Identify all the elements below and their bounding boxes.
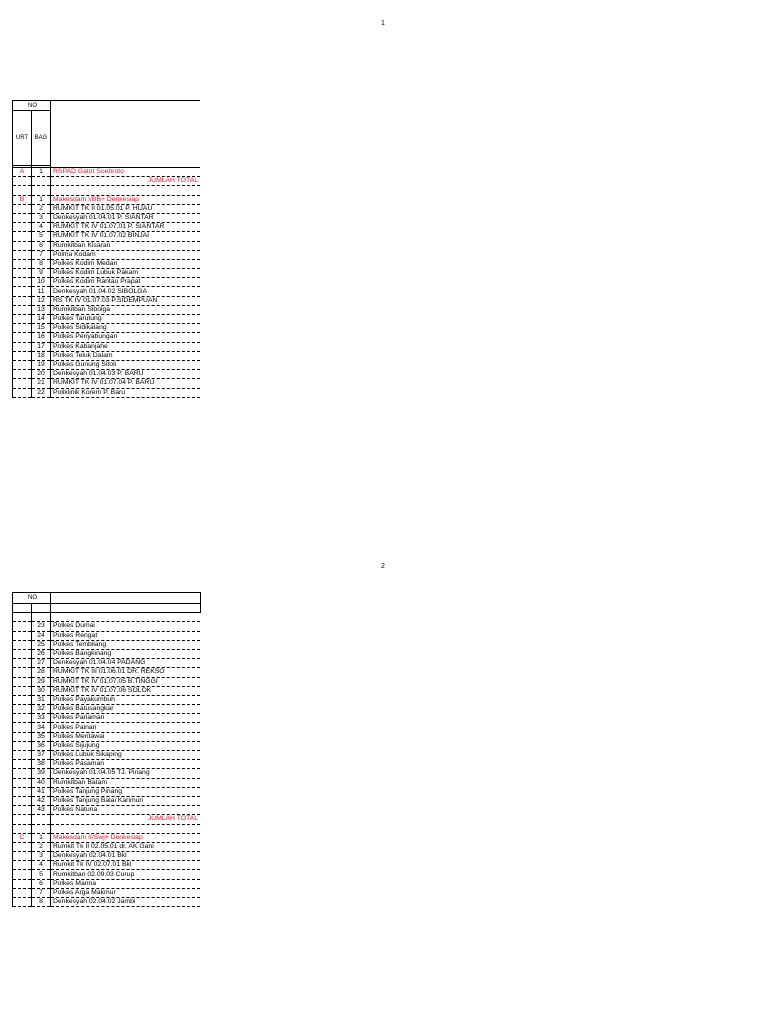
row-name: RUMKIT TK IV 01.07.01 P. SIANTAR bbox=[51, 223, 201, 232]
row-bag: 12 bbox=[32, 296, 51, 305]
row-urt bbox=[13, 223, 32, 232]
table-row bbox=[13, 370, 201, 379]
row-bag: 43 bbox=[32, 806, 51, 815]
table-row bbox=[13, 824, 201, 833]
row-urt bbox=[13, 668, 32, 677]
header-name-blank bbox=[51, 604, 201, 613]
row-name bbox=[51, 824, 201, 833]
row-bag bbox=[32, 613, 51, 622]
row-name: Denkesyah 01.04.03 P. BARU bbox=[51, 370, 201, 379]
row-bag: 7 bbox=[32, 888, 51, 897]
row-urt bbox=[13, 613, 32, 622]
header-no: NO bbox=[13, 101, 51, 111]
row-bag: 13 bbox=[32, 305, 51, 314]
table-row bbox=[13, 686, 201, 695]
table-row bbox=[13, 223, 201, 232]
row-urt bbox=[13, 806, 32, 815]
table-row bbox=[13, 723, 201, 732]
row-bag: 4 bbox=[32, 223, 51, 232]
row-urt bbox=[13, 241, 32, 250]
row-urt: C bbox=[13, 833, 32, 842]
row-bag: 8 bbox=[32, 259, 51, 268]
row-urt bbox=[13, 204, 32, 213]
table-row bbox=[13, 760, 201, 769]
row-name bbox=[51, 186, 201, 195]
row-urt bbox=[13, 815, 32, 824]
row-urt bbox=[13, 631, 32, 640]
row-urt bbox=[13, 269, 32, 278]
row-urt bbox=[13, 769, 32, 778]
table-row bbox=[13, 815, 201, 824]
row-urt bbox=[13, 305, 32, 314]
row-name: Rumkit Tk IV 02.07.01 Bkl bbox=[51, 861, 201, 870]
row-name: Polkes Kodim Lubuk Pakam bbox=[51, 269, 201, 278]
row-urt bbox=[13, 259, 32, 268]
row-bag: 29 bbox=[32, 677, 51, 686]
row-urt bbox=[13, 177, 32, 186]
row-bag: 37 bbox=[32, 751, 51, 760]
table-row bbox=[13, 379, 201, 388]
row-urt bbox=[13, 232, 32, 241]
page-number-1: 1 bbox=[381, 20, 385, 27]
row-bag: 30 bbox=[32, 686, 51, 695]
table-row bbox=[13, 324, 201, 333]
row-name: Makesdam I/BB+ Denkesiap bbox=[51, 195, 201, 204]
table-row bbox=[13, 806, 201, 815]
header-bag: BAG bbox=[32, 111, 51, 166]
table-row bbox=[13, 732, 201, 741]
row-name: Polkes Kodim Medan bbox=[51, 259, 201, 268]
row-bag bbox=[32, 186, 51, 195]
row-name: Rumkitban Sibolga bbox=[51, 305, 201, 314]
row-urt: B bbox=[13, 195, 32, 204]
row-urt bbox=[13, 677, 32, 686]
row-name: Rumkitban 02.09.03 Curup bbox=[51, 870, 201, 879]
row-name: Polkes Payakumbuh bbox=[51, 695, 201, 704]
table-row bbox=[13, 796, 201, 805]
row-urt bbox=[13, 388, 32, 397]
table-row bbox=[13, 852, 201, 861]
table-row bbox=[13, 842, 201, 851]
row-urt bbox=[13, 723, 32, 732]
row-bag bbox=[32, 815, 51, 824]
row-name: RUMKIT TK II 01.05.01 P. HIJAU bbox=[51, 204, 201, 213]
row-name bbox=[51, 613, 201, 622]
row-urt bbox=[13, 879, 32, 888]
row-urt bbox=[13, 649, 32, 658]
page-number-2: 2 bbox=[381, 563, 385, 570]
row-name: RSPAD Gatot Soebroto bbox=[51, 168, 201, 177]
row-name: JUMLAH TOTAL bbox=[51, 815, 201, 824]
row-urt bbox=[13, 622, 32, 631]
table-row bbox=[13, 195, 201, 204]
row-urt bbox=[13, 842, 32, 851]
row-urt bbox=[13, 870, 32, 879]
table-row bbox=[13, 778, 201, 787]
row-urt bbox=[13, 852, 32, 861]
row-bag: 15 bbox=[32, 324, 51, 333]
row-urt bbox=[13, 705, 32, 714]
table-row bbox=[13, 631, 201, 640]
table-row bbox=[13, 870, 201, 879]
row-bag: 8 bbox=[32, 898, 51, 907]
unit-table-page-1 bbox=[12, 100, 200, 398]
row-urt bbox=[13, 861, 32, 870]
row-urt bbox=[13, 695, 32, 704]
row-name: Polkes Teluk Dalam bbox=[51, 351, 201, 360]
row-name: RUMKIT TK IV 01.07.04 P. BARU bbox=[51, 379, 201, 388]
row-name: Polma Kodam bbox=[51, 250, 201, 259]
table-row bbox=[13, 287, 201, 296]
table-row bbox=[13, 695, 201, 704]
row-bag: 25 bbox=[32, 640, 51, 649]
unit-table-page-2 bbox=[12, 592, 201, 907]
row-bag: 34 bbox=[32, 723, 51, 732]
table-row bbox=[13, 613, 201, 622]
table-row bbox=[13, 677, 201, 686]
row-bag: 38 bbox=[32, 760, 51, 769]
row-name: Polkes Painan bbox=[51, 723, 201, 732]
row-name: Rumkitban Batam bbox=[51, 778, 201, 787]
table-row bbox=[13, 888, 201, 897]
table-row bbox=[13, 659, 201, 668]
row-urt bbox=[13, 898, 32, 907]
row-bag: 1 bbox=[32, 168, 51, 177]
table-row bbox=[13, 714, 201, 723]
row-bag: 14 bbox=[32, 315, 51, 324]
row-urt bbox=[13, 333, 32, 342]
row-bag: 6 bbox=[32, 879, 51, 888]
table-row bbox=[13, 388, 201, 397]
row-bag: 22 bbox=[32, 388, 51, 397]
table-row bbox=[13, 305, 201, 314]
table-row bbox=[13, 186, 201, 195]
table-row bbox=[13, 351, 201, 360]
header-urt: URT bbox=[13, 111, 32, 166]
row-name: Polkes Sidikalang bbox=[51, 324, 201, 333]
row-bag: 39 bbox=[32, 769, 51, 778]
table-row bbox=[13, 833, 201, 842]
table-row bbox=[13, 769, 201, 778]
table-row bbox=[13, 232, 201, 241]
row-bag: 10 bbox=[32, 278, 51, 287]
row-urt bbox=[13, 250, 32, 259]
row-urt bbox=[13, 888, 32, 897]
row-name: Polkes Mentawai bbox=[51, 732, 201, 741]
row-name: Polkes Rengat bbox=[51, 631, 201, 640]
table-row bbox=[13, 705, 201, 714]
table-row bbox=[13, 278, 201, 287]
row-name: Denkesyah 01.04.04 PADANG bbox=[51, 659, 201, 668]
table-row bbox=[13, 342, 201, 351]
header-name-blank bbox=[51, 593, 201, 604]
header-bag bbox=[32, 604, 51, 613]
row-name: JUMLAH TOTAL bbox=[51, 177, 201, 186]
table-row bbox=[13, 177, 201, 186]
row-name: Polkes Tanjung Balai Karimun bbox=[51, 796, 201, 805]
row-bag: 41 bbox=[32, 787, 51, 796]
row-urt bbox=[13, 186, 32, 195]
row-urt bbox=[13, 659, 32, 668]
row-name: Denkesyah 02.04.02 Jambi bbox=[51, 898, 201, 907]
row-urt bbox=[13, 278, 32, 287]
row-name: Denkesyah 01.04.02 SIBOLGA bbox=[51, 287, 201, 296]
row-bag: 23 bbox=[32, 622, 51, 631]
row-bag: 35 bbox=[32, 732, 51, 741]
row-name: Polkes Batusangkar bbox=[51, 705, 201, 714]
row-name: Poliklinik Korem P. Baru bbox=[51, 388, 201, 397]
row-name: Polkes Bangkinang bbox=[51, 649, 201, 658]
row-name: RUMKIT TK IV 01.07.02 BINJAI bbox=[51, 232, 201, 241]
row-urt bbox=[13, 324, 32, 333]
row-urt bbox=[13, 796, 32, 805]
row-bag: 5 bbox=[32, 232, 51, 241]
table-row bbox=[13, 668, 201, 677]
row-bag: 33 bbox=[32, 714, 51, 723]
row-bag: 36 bbox=[32, 741, 51, 750]
row-bag: 16 bbox=[32, 333, 51, 342]
header-no: NO bbox=[13, 593, 51, 604]
table-row bbox=[13, 213, 201, 222]
row-name: Polkes Pariaman bbox=[51, 714, 201, 723]
row-urt bbox=[13, 296, 32, 305]
row-bag: 6 bbox=[32, 241, 51, 250]
row-bag: 5 bbox=[32, 870, 51, 879]
row-urt bbox=[13, 778, 32, 787]
row-name: RUMKIT TK IV 01.07.06 SOLOK bbox=[51, 686, 201, 695]
table-row bbox=[13, 241, 201, 250]
row-name: Rumkit Tk II 02.05.01 dr. AK Gani bbox=[51, 842, 201, 851]
row-name: Polkes Lubuk Sikaping bbox=[51, 751, 201, 760]
row-bag: 24 bbox=[32, 631, 51, 640]
row-bag: 42 bbox=[32, 796, 51, 805]
table-row bbox=[13, 879, 201, 888]
row-urt bbox=[13, 379, 32, 388]
row-urt bbox=[13, 640, 32, 649]
row-bag: 31 bbox=[32, 695, 51, 704]
row-name: Polkes Natuna bbox=[51, 806, 201, 815]
row-urt bbox=[13, 824, 32, 833]
table-row bbox=[13, 898, 201, 907]
row-name: Polkes Tarutung bbox=[51, 315, 201, 324]
row-bag bbox=[32, 177, 51, 186]
header-urt bbox=[13, 604, 32, 613]
row-bag: 20 bbox=[32, 370, 51, 379]
row-urt bbox=[13, 351, 32, 360]
row-name: Denkesyah 01.04.01 P. SIANTAR bbox=[51, 213, 201, 222]
table-row bbox=[13, 751, 201, 760]
row-urt bbox=[13, 751, 32, 760]
table-row bbox=[13, 250, 201, 259]
table-row bbox=[13, 622, 201, 631]
row-name: Polkes Pasaman bbox=[51, 760, 201, 769]
row-urt bbox=[13, 213, 32, 222]
row-urt: A bbox=[13, 168, 32, 177]
row-urt bbox=[13, 732, 32, 741]
row-urt bbox=[13, 342, 32, 351]
row-name: RUMKIT TK IV 01.07.05 B.TINGGI bbox=[51, 677, 201, 686]
row-bag: 2 bbox=[32, 842, 51, 851]
row-bag: 17 bbox=[32, 342, 51, 351]
row-urt bbox=[13, 760, 32, 769]
row-name: Polkes Kodim Rantau Prapat bbox=[51, 278, 201, 287]
row-name: Makesdam II/Swj+ Denkesiap bbox=[51, 833, 201, 842]
table-row bbox=[13, 259, 201, 268]
table-row bbox=[13, 315, 201, 324]
row-name: RS TK IV 01.07.03 P.SIDEMPUAN bbox=[51, 296, 201, 305]
table-row bbox=[13, 168, 201, 177]
row-name: RUMKIT TK III 01.06.01 DR. REKSO bbox=[51, 668, 201, 677]
row-bag: 7 bbox=[32, 250, 51, 259]
row-bag: 1 bbox=[32, 833, 51, 842]
row-bag: 19 bbox=[32, 360, 51, 369]
table-row bbox=[13, 649, 201, 658]
row-bag: 4 bbox=[32, 861, 51, 870]
row-bag: 21 bbox=[32, 379, 51, 388]
table-row bbox=[13, 269, 201, 278]
row-bag: 28 bbox=[32, 668, 51, 677]
row-name: Polkes Manna bbox=[51, 879, 201, 888]
row-bag bbox=[32, 824, 51, 833]
row-name: Polkes Sijujung bbox=[51, 741, 201, 750]
row-urt bbox=[13, 360, 32, 369]
row-urt bbox=[13, 714, 32, 723]
row-urt bbox=[13, 787, 32, 796]
row-urt bbox=[13, 686, 32, 695]
header-name-blank bbox=[51, 101, 201, 168]
row-bag: 3 bbox=[32, 213, 51, 222]
row-bag: 11 bbox=[32, 287, 51, 296]
table-row bbox=[13, 640, 201, 649]
row-urt bbox=[13, 370, 32, 379]
row-urt bbox=[13, 287, 32, 296]
table-row bbox=[13, 296, 201, 305]
row-bag: 26 bbox=[32, 649, 51, 658]
table-row bbox=[13, 204, 201, 213]
row-name: Polkes Tembilang bbox=[51, 640, 201, 649]
row-bag: 27 bbox=[32, 659, 51, 668]
row-bag: 2 bbox=[32, 204, 51, 213]
row-urt bbox=[13, 741, 32, 750]
row-name: Polkes Dumai bbox=[51, 622, 201, 631]
row-bag: 32 bbox=[32, 705, 51, 714]
row-bag: 3 bbox=[32, 852, 51, 861]
table-row bbox=[13, 787, 201, 796]
row-bag: 40 bbox=[32, 778, 51, 787]
row-name: Denkesyah 01.04.05 TJ. Pinang bbox=[51, 769, 201, 778]
row-urt bbox=[13, 315, 32, 324]
row-name: Polkes Tanjung Pinang bbox=[51, 787, 201, 796]
row-bag: 9 bbox=[32, 269, 51, 278]
row-name: Polkes Kabanjahe bbox=[51, 342, 201, 351]
row-name: Polkes Penyabungan bbox=[51, 333, 201, 342]
row-bag: 1 bbox=[32, 195, 51, 204]
row-bag: 18 bbox=[32, 351, 51, 360]
table-row bbox=[13, 333, 201, 342]
row-name: Denkesyah 02.04.01 Bkl bbox=[51, 852, 201, 861]
table-row bbox=[13, 741, 201, 750]
row-name: Polkes Gunung Sitoli bbox=[51, 360, 201, 369]
table-row bbox=[13, 360, 201, 369]
row-name: Polkes Arga Makmur bbox=[51, 888, 201, 897]
row-name: Rumkitban Kisaran bbox=[51, 241, 201, 250]
table-row bbox=[13, 861, 201, 870]
